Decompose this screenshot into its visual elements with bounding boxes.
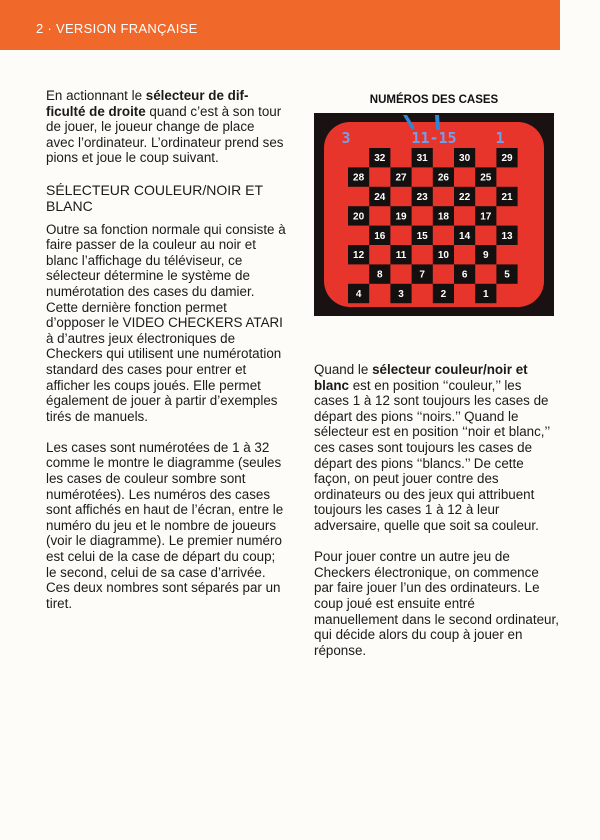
square-number: 28 — [353, 172, 365, 184]
player-count: 1 — [495, 129, 505, 147]
left-column — [46, 88, 286, 627]
text: est en position ‘‘couleur,’’ les cases 1 à 12 sont toujours les cases de départ des pions ‘‘noirs.’’ Quand le sélecteur est en position ‘‘noir et blanc,’’ ces cases sont toujours les cases de départ des pions ‘‘blancs.’’ De cette façon, on peut jouer contre des ordinateurs ou des jeux qui attribuent toujours les cases 1 à 12 à leur adversaire, quelle que soit sa couleur. — [314, 377, 550, 533]
square-number: 6 — [461, 269, 468, 281]
paragraph-difficulty — [46, 88, 286, 166]
square-number: 30 — [459, 153, 471, 165]
section-heading: SÉLECTEUR COULEUR/NOIR ET BLANC — [46, 181, 263, 214]
square-number: 2 — [440, 289, 447, 300]
square-number: 9 — [483, 250, 489, 262]
square-number: 15 — [416, 230, 428, 242]
paragraph-color-position — [314, 362, 560, 534]
square-number: 3 — [398, 289, 404, 300]
text: En actionnant le — [46, 88, 146, 103]
text: Quand le — [314, 362, 373, 377]
square-number: 29 — [501, 153, 513, 165]
square-number: 20 — [353, 211, 365, 223]
text: quand c’est à son tour de jouer, le joueur change de place avec l’ordinateur. L’ordinateur prend ses pions et joue le coup suivant. — [46, 103, 284, 166]
square-number: 5 — [504, 269, 510, 281]
paragraph-color-switch: Outre sa fonction normale qui consiste à faire passer de la couleur au noir et blanc l’affichage du téléviseur, ce sélecteur détermine le système de numérotation des cases du damier. Cette dernière fonction permet d’opposer le VIDEO CHECKERS ATARI à d’autres jeux électroniques de Checkers qui utilisent une numérotation standard des cases pour entrer et afficher les coups joués. Elle permet également de jouer à partir d’exemples tirés de manuels. — [46, 221, 286, 424]
square-number: 7 — [419, 269, 425, 281]
bold-term: sélecteur couleur/noir et blanc — [314, 362, 528, 393]
square-number: 10 — [437, 250, 449, 262]
square-number: 1 — [483, 289, 489, 300]
diagram-caption: NUMÉROS DES CASES — [369, 94, 499, 106]
square-number: 8 — [377, 269, 383, 281]
square-number: 27 — [395, 172, 407, 184]
bold-term: sélecteur de dif-ficulté de droite — [46, 88, 249, 119]
square-number: 14 — [459, 230, 471, 242]
paragraph-numbering: Les cases sont numérotées de 1 à 32 comme le montre le diagramme (seules les cases de couleur sombre sont numérotées). Les numéros des cases sont affichés en haut de l’écran, entre le numéro du jeu et le nombre de joueurs (voir le diagramme). Le premier numéro est celui de la case de départ du coup; le second, celui de sa case d’arrivée. Ces deux nombres sont séparés par un tiret. — [46, 439, 284, 611]
square-number: 26 — [437, 172, 449, 184]
square-number: 32 — [374, 153, 386, 165]
move-squares: 11-15 — [411, 129, 457, 147]
square-number: 13 — [501, 230, 513, 242]
square-number: 4 — [355, 289, 362, 300]
square-number: 16 — [374, 230, 386, 242]
game-number: 3 — [341, 129, 351, 147]
square-number: 31 — [416, 153, 428, 165]
paragraph-play-against: Pour jouer contre un autre jeu de Checkers électronique, on commence par faire jouer l’un des ordinateurs. Le coup joué est ensuite entré manuellement dans le second ordinateur, qui décide alors du coup à jouer en réponse. — [314, 549, 559, 658]
square-number: 22 — [459, 192, 471, 203]
square-number: 19 — [395, 211, 407, 223]
square-number: 17 — [480, 211, 492, 223]
square-number: 18 — [437, 211, 449, 223]
square-number: 21 — [501, 192, 513, 203]
square-number: 25 — [480, 172, 492, 184]
right-column — [314, 362, 560, 674]
square-numbers-diagram — [314, 113, 554, 316]
square-number: 12 — [353, 250, 365, 262]
square-number: 24 — [374, 192, 386, 203]
square-number: 11 — [395, 250, 407, 262]
square-number: 23 — [416, 192, 428, 203]
page-header-title: 2 · VERSION FRANÇAISE — [36, 21, 198, 36]
